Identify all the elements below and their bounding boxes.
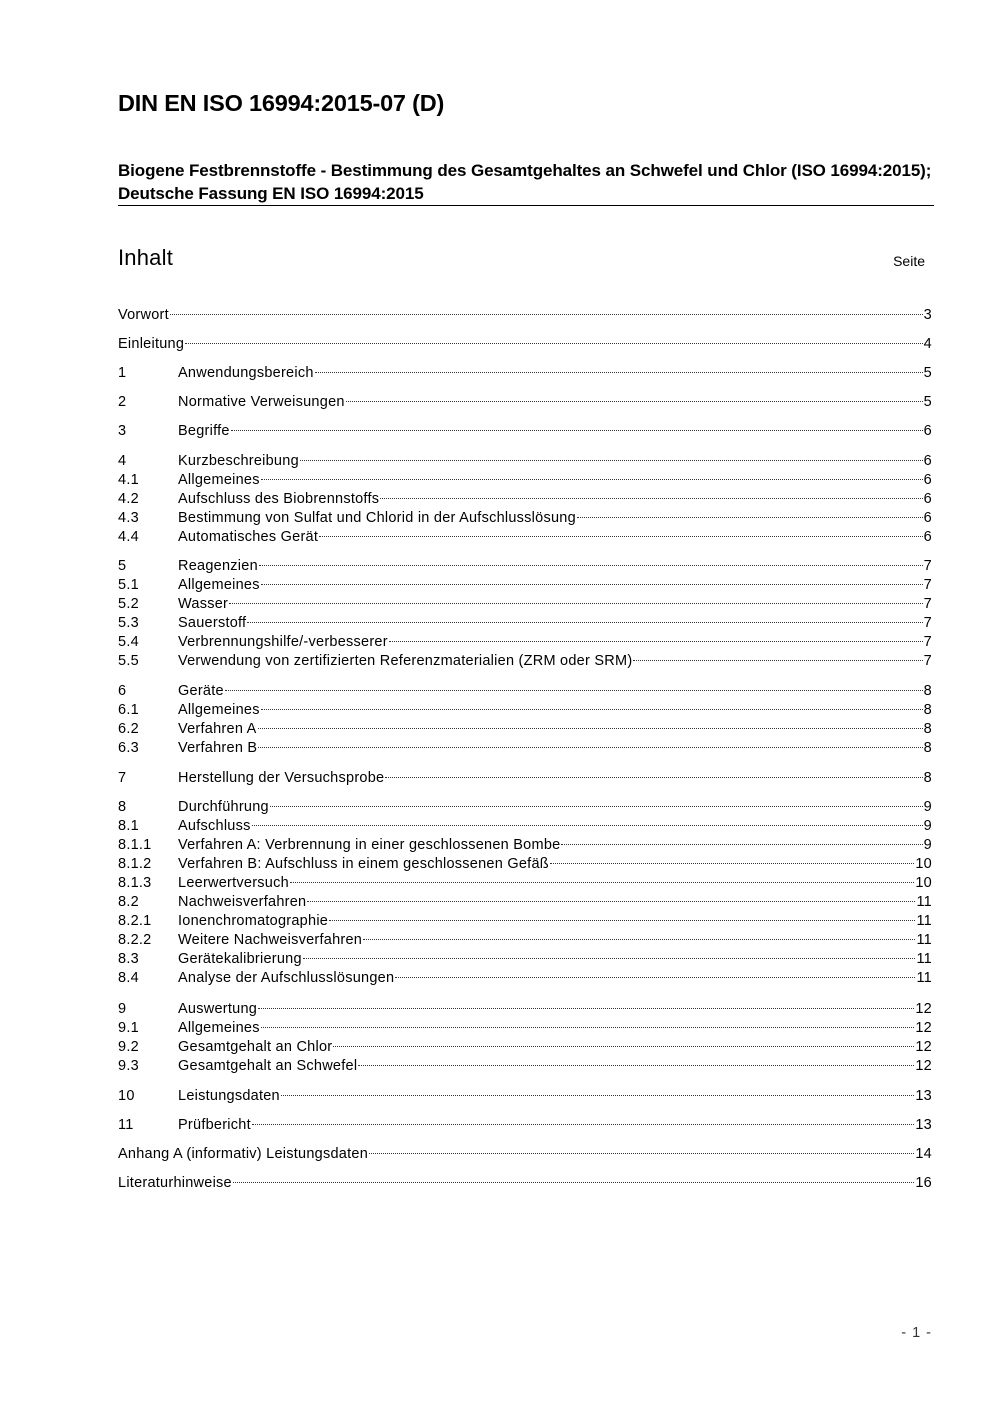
toc-entry-number: 6.3 [118,740,139,756]
toc-dot-leader [259,551,923,570]
toc-entry[interactable] [118,763,932,786]
toc-entry[interactable] [118,627,932,650]
toc-entry-number: 4.2 [118,491,139,507]
toc-entry-number: 6 [118,683,127,699]
toc-entry[interactable] [118,792,932,815]
toc-entry-title: Analyse der Aufschlusslösungen [178,970,395,986]
toc-dot-leader [389,627,923,646]
toc-entry-number: 8 [118,799,127,815]
toc-entry-title: Verfahren A: Verbrennung in einer geschlossenen Bombe [178,837,561,853]
toc-entry-page: 5 [923,365,932,381]
toc-entry-number: 8.1.2 [118,856,152,872]
toc-entry[interactable] [118,416,932,439]
toc-entry-title: Gesamtgehalt an Chlor [178,1039,333,1055]
toc-dot-leader [358,1051,914,1070]
toc-entry-title: Aufschluss [178,818,251,834]
toc-entry-title: Allgemeines [178,472,260,488]
toc-dot-leader [225,676,923,695]
toc-entry-title: Verfahren B: Aufschluss in einem geschlossenen Gefäß [178,856,549,872]
toc-entry-page: 10 [915,875,932,891]
toc-dot-leader [307,887,915,906]
toc-entry-page: 14 [915,1146,932,1162]
toc-entry-title: Anhang A (informativ) Leistungsdaten [118,1146,369,1162]
toc-dot-leader [380,484,922,503]
toc-dot-leader [261,1013,915,1032]
toc-entry-number: 4.1 [118,472,139,488]
toc-entry-page: 9 [923,799,932,815]
document-subtitle: Biogene Festbrennstoffe - Bestimmung des Gesamtgehaltes an Schwefel und Chlor (ISO 16994:2015); Deutsche Fassung EN ISO 16994:2015 [118,161,932,203]
toc-entry-title: Wasser [178,596,229,612]
toc-entry-page: 6 [923,472,932,488]
toc-entry[interactable] [118,1110,932,1133]
toc-entry[interactable] [118,830,932,853]
toc-entry-page: 8 [923,740,932,756]
toc-entry-page: 8 [923,702,932,718]
toc-entry-title: Einleitung [118,336,185,352]
toc-dot-leader [333,1032,914,1051]
toc-entry-page: 7 [923,596,932,612]
toc-entry-number: 8.2.2 [118,932,152,948]
toc-dot-leader [550,849,914,868]
toc-dot-leader [633,646,922,665]
toc-dot-leader [258,994,914,1013]
toc-dot-leader [247,608,922,627]
toc-entry-page: 9 [923,837,932,853]
toc-entry-page: 7 [923,634,932,650]
toc-entry[interactable] [118,714,932,737]
toc-entry[interactable] [118,1032,932,1055]
toc-entry-title: Prüfbericht [178,1117,251,1133]
toc-entry-page: 11 [916,894,932,910]
toc-entry-number: 9.3 [118,1058,139,1074]
toc-entry-page: 8 [923,770,932,786]
toc-entry[interactable] [118,1081,932,1104]
toc-entry-page: 10 [915,856,932,872]
toc-page-column-label: Seite [893,253,925,269]
toc-dot-leader [577,503,923,522]
toc-entry-page: 7 [923,653,932,669]
toc-dot-leader [233,1168,914,1187]
toc-entry-title: Allgemeines [178,577,260,593]
toc-dot-leader [329,906,915,925]
toc-entry[interactable] [118,695,932,718]
toc-entry[interactable] [118,944,932,967]
toc-entry[interactable] [118,608,932,631]
toc-entry-number: 11 [118,1117,134,1133]
toc-entry-title: Aufschluss des Biobrennstoffs [178,491,380,507]
toc-entry-page: 9 [923,818,932,834]
toc-entry-title: Allgemeines [178,1020,260,1036]
toc-entry[interactable] [118,811,932,834]
toc-dot-leader [369,1139,914,1158]
toc-dot-leader [170,300,923,319]
toc-entry-title: Durchführung [178,799,269,815]
toc-dot-leader [231,416,923,435]
toc-entry-number: 5.2 [118,596,139,612]
toc-entry[interactable] [118,925,932,948]
toc-entry-title: Verwendung von zertifizierten Referenzmaterialien (ZRM oder SRM) [178,653,633,669]
toc-entry-page: 8 [923,683,932,699]
toc-entry-title: Gerätekalibrierung [178,951,302,967]
toc-entry-number: 5.4 [118,634,139,650]
toc-dot-leader [281,1081,915,1100]
toc-entry-number: 8.2 [118,894,139,910]
toc-dot-leader [258,733,922,752]
toc-entry-number: 4.3 [118,510,139,526]
toc-dot-leader [252,1110,914,1129]
toc-dot-leader [315,358,923,377]
toc-entry-number: 8.2.1 [118,913,152,929]
title-divider [118,205,934,206]
toc-entry-number: 9.1 [118,1020,139,1036]
toc-entry[interactable] [118,589,932,612]
toc-entry-number: 4.4 [118,529,139,545]
toc-entry[interactable] [118,1168,932,1191]
toc-dot-leader [270,792,923,811]
toc-entry-title: Auswertung [178,1001,258,1017]
toc-entry-number: 8.1.3 [118,875,152,891]
toc-entry-number: 10 [118,1088,135,1104]
toc-entry-number: 6.2 [118,721,139,737]
toc-dot-leader [561,830,922,849]
toc-entry-number: 4 [118,453,127,469]
toc-entry-page: 6 [923,529,932,545]
toc-heading: Inhalt [118,245,174,270]
toc-entry-page: 7 [923,577,932,593]
toc-entry-number: 5.3 [118,615,139,631]
toc-entry-title: Sauerstoff [178,615,247,631]
toc-entry-title: Verfahren A [178,721,257,737]
toc-entry-title: Herstellung der Versuchsprobe [178,770,385,786]
toc-entry[interactable] [118,646,932,669]
toc-dot-leader [300,446,923,465]
toc-entry-page: 3 [923,307,932,323]
toc-entry[interactable] [118,446,932,469]
toc-dot-leader [261,465,923,484]
toc-entry-page: 11 [916,913,932,929]
toc-dot-leader [395,963,915,982]
toc-entry[interactable] [118,570,932,593]
toc-entry-page: 12 [915,1020,932,1036]
toc-dot-leader [252,811,923,830]
toc-entry-number: 8.3 [118,951,139,967]
toc-entry-page: 7 [923,558,932,574]
toc-entry-page: 13 [915,1088,932,1104]
toc-entry-title: Gesamtgehalt an Schwefel [178,1058,358,1074]
toc-entry-title: Kurzbeschreibung [178,453,299,469]
toc-entry-page: 13 [915,1117,932,1133]
toc-entry-page: 16 [915,1175,932,1191]
toc-entry-page: 7 [923,615,932,631]
toc-entry[interactable] [118,551,932,574]
toc-entry-number: 6.1 [118,702,139,718]
toc-entry-number: 8.4 [118,970,139,986]
toc-entry-page: 6 [923,491,932,507]
toc-entry[interactable] [118,465,932,488]
toc-entry-number: 9.2 [118,1039,139,1055]
toc-dot-leader [346,387,923,406]
toc-entry-number: 7 [118,770,127,786]
toc-entry-title: Automatisches Gerät [178,529,319,545]
toc-entry-title: Allgemeines [178,702,260,718]
toc-entry-page: 12 [915,1001,932,1017]
toc-entry-title: Verfahren B [178,740,258,756]
toc-entry-title: Nachweisverfahren [178,894,307,910]
toc-entry[interactable] [118,733,932,756]
toc-entry-page: 6 [923,423,932,439]
toc-entry[interactable] [118,522,932,545]
toc-entry-page: 12 [915,1039,932,1055]
toc-entry[interactable] [118,300,932,323]
toc-entry-page: 5 [923,394,932,410]
toc-dot-leader [385,763,922,782]
toc-entry[interactable] [118,484,932,507]
toc-entry[interactable] [118,358,932,381]
toc-entry[interactable] [118,1013,932,1036]
toc-entry-number: 5.5 [118,653,139,669]
toc-entry[interactable] [118,676,932,699]
page-number: - 1 - [901,1325,932,1341]
toc-dot-leader [303,944,916,963]
toc-entry-page: 6 [923,453,932,469]
toc-entry-title: Leerwertversuch [178,875,289,891]
toc-entry-title: Anwendungsbereich [178,365,314,381]
toc-entry-title: Reagenzien [178,558,258,574]
toc-entry-page: 11 [916,970,932,986]
toc-entry[interactable] [118,1139,932,1162]
toc-dot-leader [290,868,914,887]
toc-entry-number: 3 [118,423,127,439]
toc-entry-title: Geräte [178,683,224,699]
toc-entry-page: 12 [915,1058,932,1074]
toc-entry-number: 9 [118,1001,127,1017]
toc-entry-title: Weitere Nachweisverfahren [178,932,363,948]
toc-entry-title: Vorwort [118,307,169,323]
document-title: DIN EN ISO 16994:2015-07 (D) [118,90,445,116]
toc-dot-leader [258,714,923,733]
toc-entry[interactable] [118,994,932,1017]
toc-entry-title: Verbrennungshilfe/-verbesserer [178,634,388,650]
toc-entry-number: 8.1 [118,818,139,834]
toc-entry[interactable] [118,329,932,352]
toc-entry[interactable] [118,963,932,986]
toc-entry-page: 11 [916,951,932,967]
toc-entry[interactable] [118,1051,932,1074]
toc-entry[interactable] [118,906,932,929]
toc-dot-leader [261,695,923,714]
toc-entry-page: 6 [923,510,932,526]
toc-entry-number: 1 [118,365,127,381]
toc-entry-title: Bestimmung von Sulfat und Chlorid in der Aufschlusslösung [178,510,576,526]
toc-dot-leader [229,589,923,608]
toc-entry-title: Leistungsdaten [178,1088,280,1104]
toc-entry-title: Normative Verweisungen [178,394,345,410]
toc-entry[interactable] [118,887,932,910]
toc-entry-page: 11 [916,932,932,948]
toc-entry-title: Ionenchromatographie [178,913,329,929]
toc-entry-page: 4 [923,336,932,352]
toc-entry-number: 5.1 [118,577,139,593]
toc-dot-leader [185,329,922,348]
toc-dot-leader [261,570,923,589]
toc-entry[interactable] [118,387,932,410]
toc-dot-leader [319,522,923,541]
toc-dot-leader [363,925,915,944]
toc-entry-page: 8 [923,721,932,737]
toc-entry-title: Begriffe [178,423,230,439]
toc-entry-number: 8.1.1 [118,837,152,853]
toc-entry[interactable] [118,868,932,891]
toc-entry-number: 5 [118,558,127,574]
toc-entry[interactable] [118,503,932,526]
toc-entry[interactable] [118,849,932,872]
toc-entry-title: Literaturhinweise [118,1175,232,1191]
toc-entry-number: 2 [118,394,127,410]
